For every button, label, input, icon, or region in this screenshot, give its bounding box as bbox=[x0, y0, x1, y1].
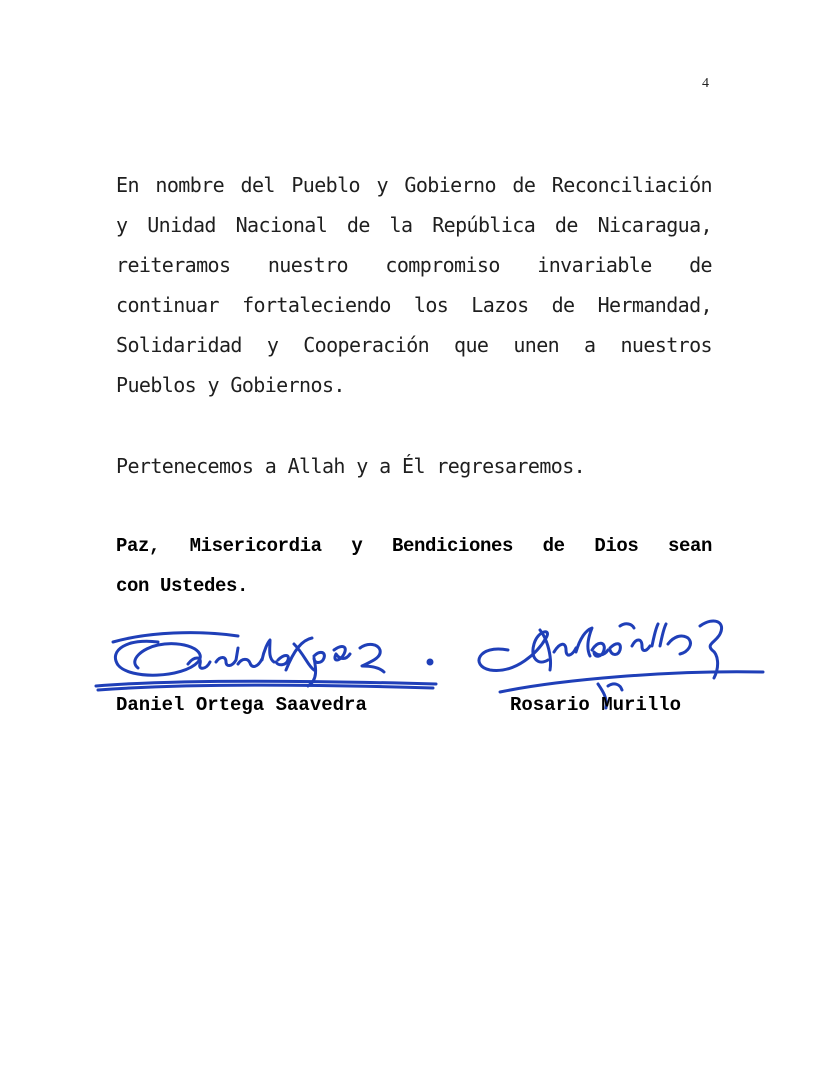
paragraph-line: y Unidad Nacional de la República de Nicaragua, bbox=[116, 213, 712, 237]
paragraph-reconciliation bbox=[116, 165, 712, 405]
closing-blessing bbox=[116, 526, 712, 606]
closing-line: con Ustedes. bbox=[116, 575, 249, 597]
paragraph-line: continuar fortaleciendo los Lazos de Hermandad, bbox=[116, 293, 712, 317]
signer-name-left: Daniel Ortega Saavedra bbox=[116, 694, 367, 716]
paragraph-line: Solidaridad y Cooperación que unen a nuestros bbox=[116, 333, 712, 357]
closing-line: Paz, Misericordia y Bendiciones de Dios sean bbox=[116, 535, 712, 557]
paragraph-line: Pueblos y Gobiernos. bbox=[116, 373, 345, 397]
signer-name-right: Rosario Murillo bbox=[510, 694, 682, 716]
page-number: 4 bbox=[702, 76, 709, 91]
signature-daniel-ortega bbox=[88, 620, 448, 700]
paragraph-line: En nombre del Pueblo y Gobierno de Reconciliación bbox=[116, 173, 712, 197]
paragraph-line: reiteramos nuestro compromiso invariable de bbox=[116, 253, 712, 277]
paragraph-allah: Pertenecemos a Allah y a Él regresaremos. bbox=[116, 454, 586, 478]
